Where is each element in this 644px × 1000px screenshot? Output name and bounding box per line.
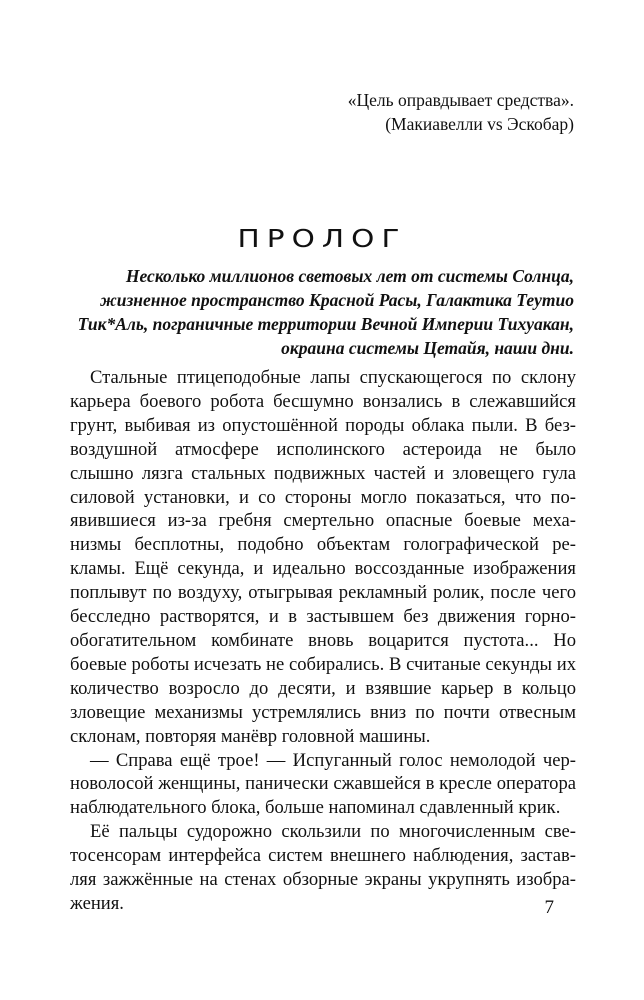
epigraph — [154, 88, 574, 136]
epigraph-attribution: (Макиавелли vs Эскобар) — [385, 114, 574, 134]
chapter-title: ПРОЛОГ — [237, 224, 407, 253]
paragraph: Стальные птицеподобные лапы спускающегося по склону карьера боевого робота бесшумно вонзались в слежавшийся грунт, выбивая из опустошённой породы облака пыли. В безвоздушной атмосфере исполинского астероида не было слышно лязга стальных подвижных частей и зловещего гула силовой установки, и со стороны могло показаться, что появившиеся из-за гребня смертельно опасные боевые механизмы бесплотны, подобно объектам голографической рекламы. Ещё секунда, и идеально воссозданные изображения поплывут по воздуху, отыгрывая рекламный ролик, после чего бесследно растворятся, и в застывшем без движения горно-обогатительном комбинате вновь воцарится пустота... Но боевые роботы исчезать не собирались. В считаные секунды их количество возросло до десяти, и взявшие карьер в кольцо зловещие механизмы устремлялись вниз по почти отвесным склонам, повторяя манёвр головной машины. — [70, 367, 576, 747]
paragraph: Её пальцы судорожно скользили по многочисленным светосенсорам интерфейса систем внешнего наблюдения, заставляя зажжённые на стенах обзорные экраны укрупнять изображения. — [70, 821, 576, 914]
epigraph-quote: «Цель оправдывает средства». — [347, 90, 574, 110]
page-number: 7 — [544, 897, 554, 918]
paragraph: — Справа ещё трое! — Испуганный голос немолодой черноволосой женщины, панически сжавшейся в кресле оператора наблюдательного блока, больше напоминал сдавленный крик. — [70, 749, 576, 819]
setting-subtitle: Несколько миллионов световых лет от системы Солнца, жизненное пространство Красной Расы, Галактика Теутио Тик*Аль, пограничные территории Вечной Империи Тихуакан, окраина системы Цетайя, наши дни. — [77, 266, 574, 358]
body-text — [70, 366, 576, 916]
